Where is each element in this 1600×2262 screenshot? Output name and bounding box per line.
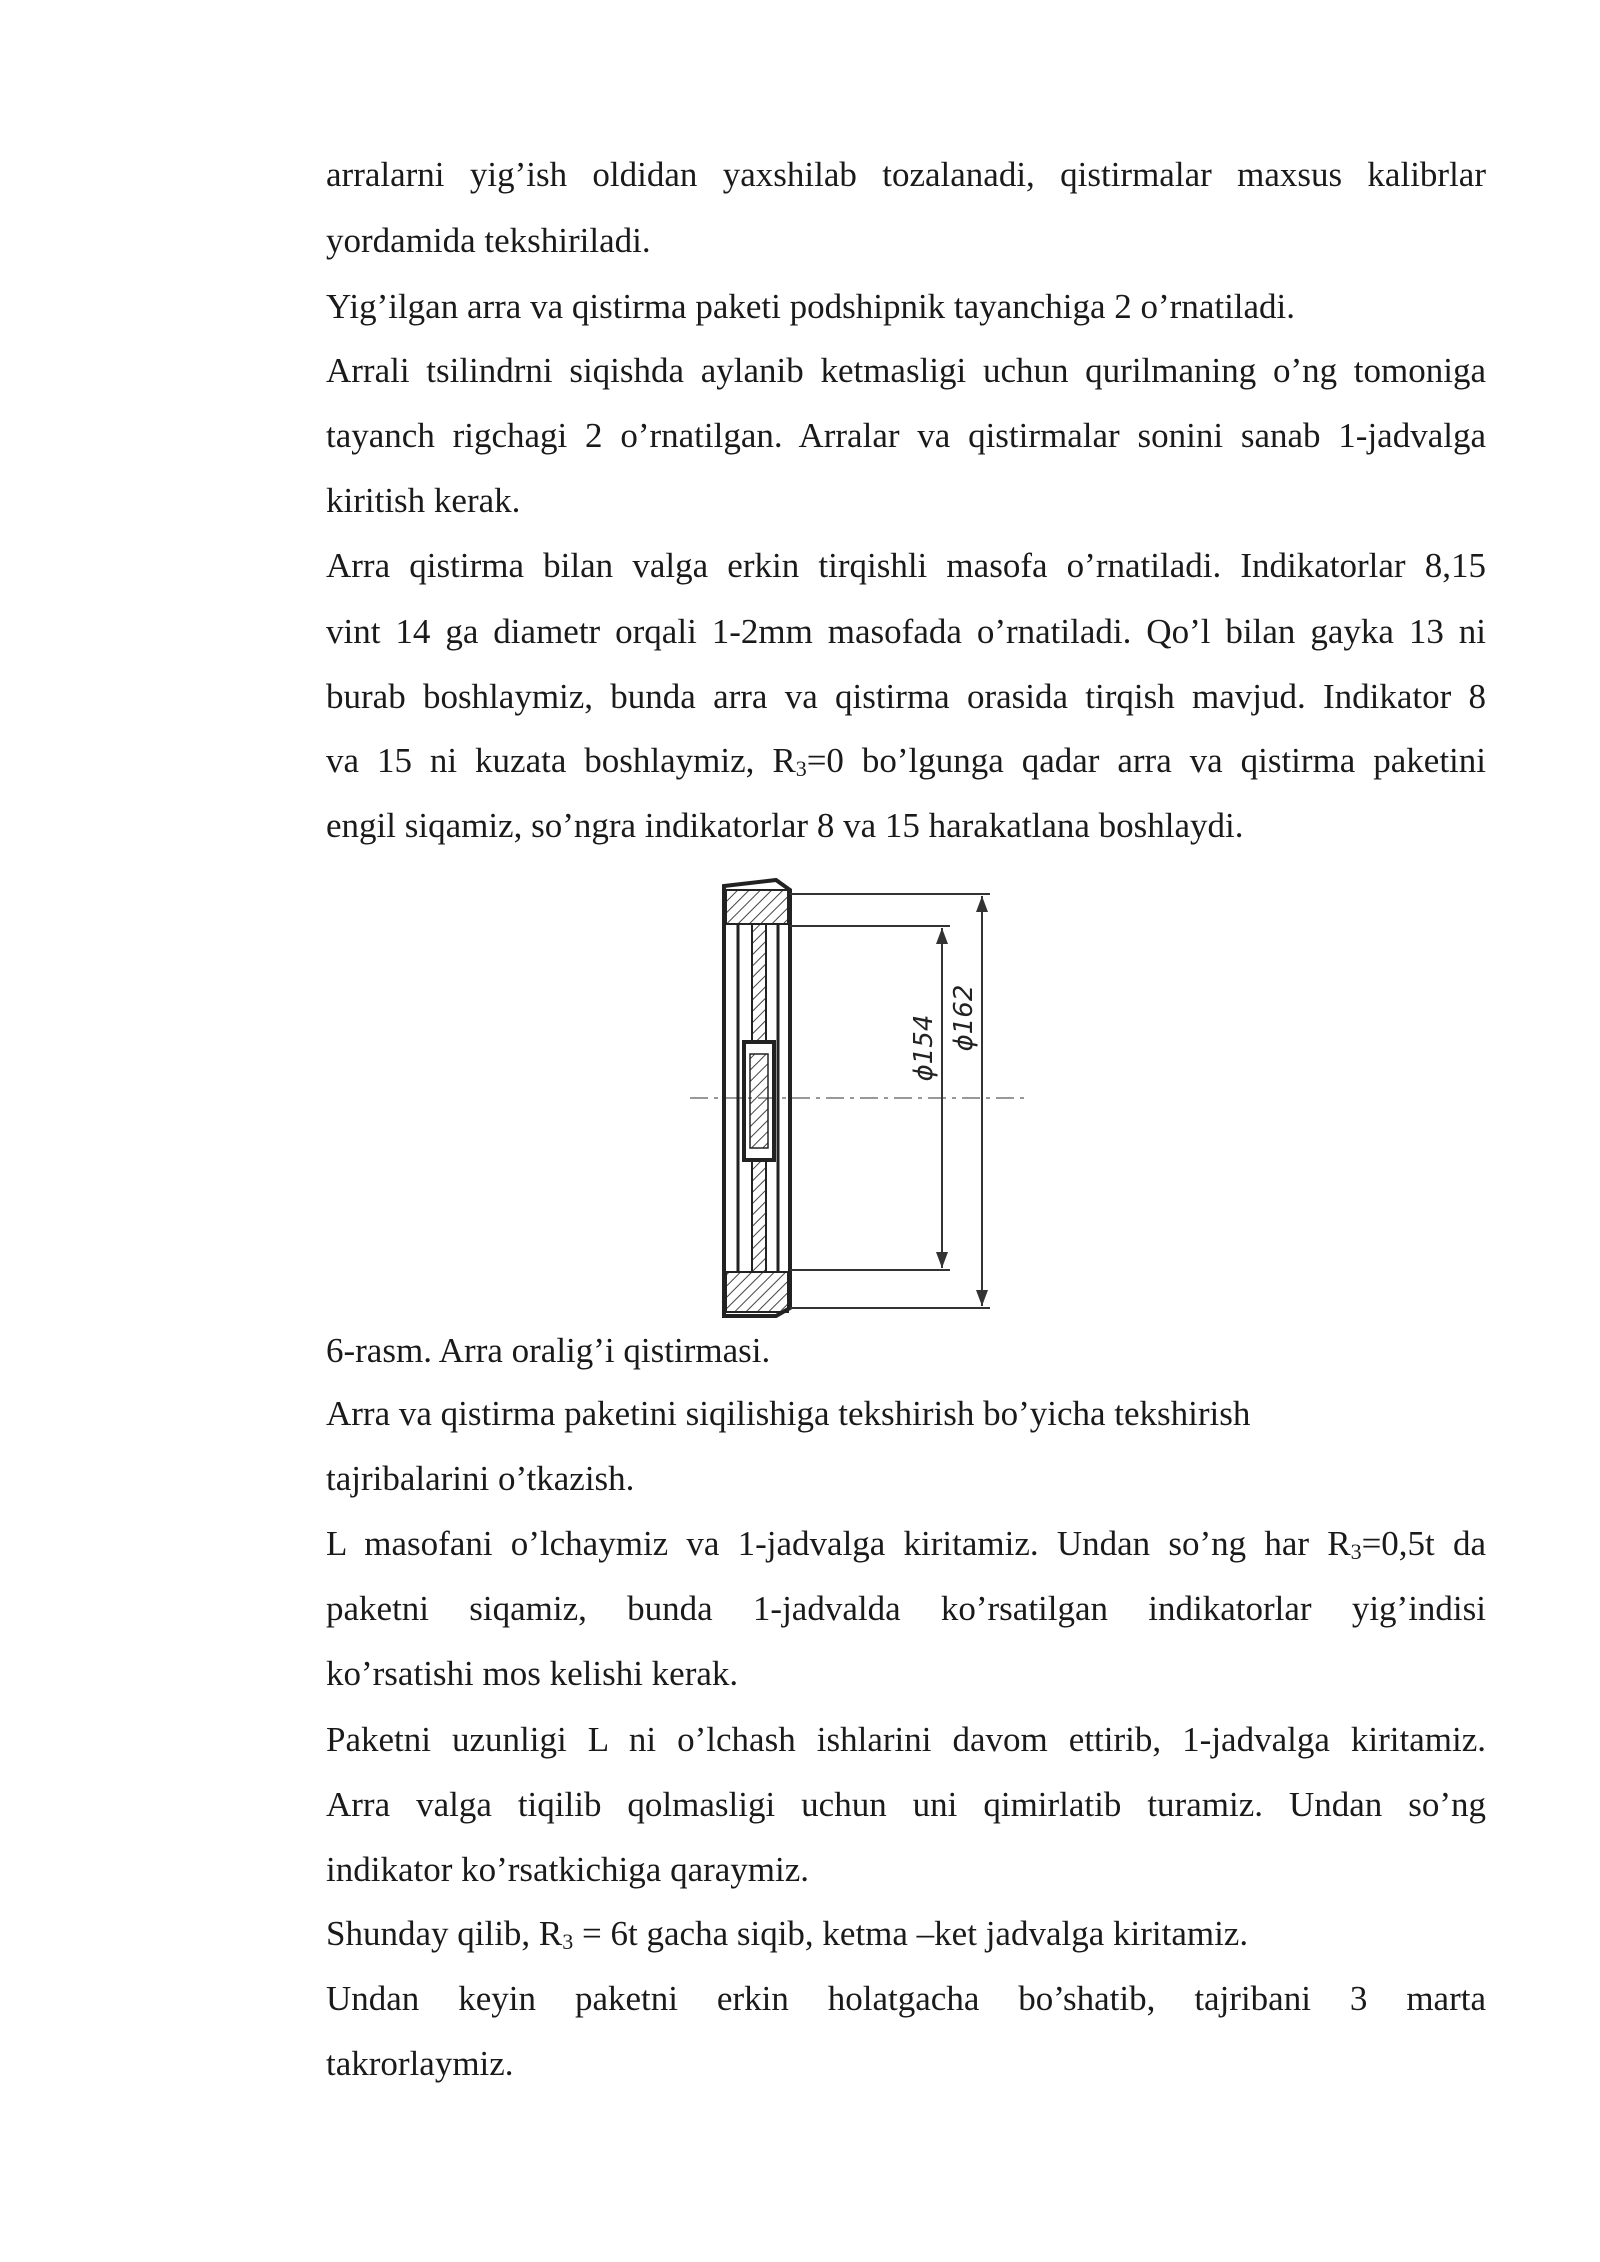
text-run: Shunday qilib, R <box>326 1914 563 1953</box>
top-flange-section <box>726 890 788 924</box>
paragraph-line: burab boshlaymiz, bunda arra va qistirma orasida tirqish mavjud. Indikator 8 <box>326 677 1486 716</box>
subscript: 3 <box>795 756 807 781</box>
subscript: 3 <box>562 1929 574 1954</box>
upper-web-section <box>752 924 766 1042</box>
paragraph-line: Arra va qistirma paketini siqilishiga tekshirish bo’yicha tekshirish <box>326 1394 1251 1433</box>
paragraph-line: paketni siqamiz, bunda 1-jadvalda ko’rsatilgan indikatorlar yig’indisi <box>326 1589 1486 1628</box>
text-run: L masofani o’lchaymiz va 1-jadvalga kiritamiz. Undan so’ng har R <box>326 1524 1351 1563</box>
paragraph-line: yordamida tekshiriladi. <box>326 221 651 260</box>
paragraph-line: Paketni uzunligi L ni o’lchash ishlarini davom ettirib, 1-jadvalga kiritamiz. <box>326 1720 1486 1759</box>
text-run: =0 bo’lgunga qadar arra va qistirma paketini <box>806 741 1486 780</box>
text-run: va 15 ni kuzata boshlaymiz, R <box>326 741 796 780</box>
paragraph-line: Arra qistirma bilan valga erkin tirqishli masofa o’rnatiladi. Indikatorlar 8,15 <box>326 546 1486 585</box>
paragraph-line: engil siqamiz, so’ngra indikatorlar 8 va 15 harakatlana boshlaydi. <box>326 806 1244 845</box>
paragraph-line: vint 14 ga diametr orqali 1-2mm masofada o’rnatiladi. Qo’l bilan gayka 13 ni <box>326 612 1486 651</box>
figure-caption: 6-rasm. Arra oralig’i qistirmasi. <box>326 1331 771 1370</box>
lower-web-section <box>752 1160 766 1272</box>
dimension-label-inner: ϕ154 <box>909 1014 939 1082</box>
technical-drawing <box>680 868 1040 1328</box>
paragraph-line <box>326 1911 1486 1957</box>
paragraph-line <box>326 1521 1486 1567</box>
paragraph-line: Arra valga tiqilib qolmasligi uchun uni qimirlatib turamiz. Undan so’ng <box>326 1785 1486 1824</box>
paragraph-line: Yig’ilgan arra va qistirma paketi podshipnik tayanchiga 2 o’rnatiladi. <box>326 287 1296 326</box>
dimension-label-outer: ϕ162 <box>949 984 979 1052</box>
paragraph-line: takrorlaymiz. <box>326 2044 514 2083</box>
subscript: 3 <box>1350 1539 1362 1564</box>
text-run: =0,5t da <box>1361 1524 1487 1563</box>
paragraph-line: ko’rsatishi mos kelishi kerak. <box>326 1654 739 1693</box>
text-run: = 6t gacha siqib, ketma –ket jadvalga kiritamiz. <box>573 1914 1249 1953</box>
paragraph-line: tajribalarini o’tkazish. <box>326 1459 635 1498</box>
bottom-flange-section <box>726 1272 788 1312</box>
paragraph-line: kiritish kerak. <box>326 481 521 520</box>
paragraph-line: Undan keyin paketni erkin holatgacha bo’shatib, tajribani 3 marta <box>326 1979 1486 2018</box>
spacer-drawing-figure <box>680 868 1040 1328</box>
paragraph-line: indikator ko’rsatkichiga qaraymiz. <box>326 1850 810 1889</box>
paragraph-line <box>326 738 1486 784</box>
paragraph-line: arralarni yig’ish oldidan yaxshilab tozalanadi, qistirmalar maxsus kalibrlar <box>326 155 1486 194</box>
paragraph-line: tayanch rigchagi 2 o’rnatilgan. Arralar va qistirmalar sonini sanab 1-jadvalga <box>326 416 1486 455</box>
paragraph-line: Arrali tsilindrni siqishda aylanib ketmasligi uchun qurilmaning o’ng tomoniga <box>326 351 1486 390</box>
